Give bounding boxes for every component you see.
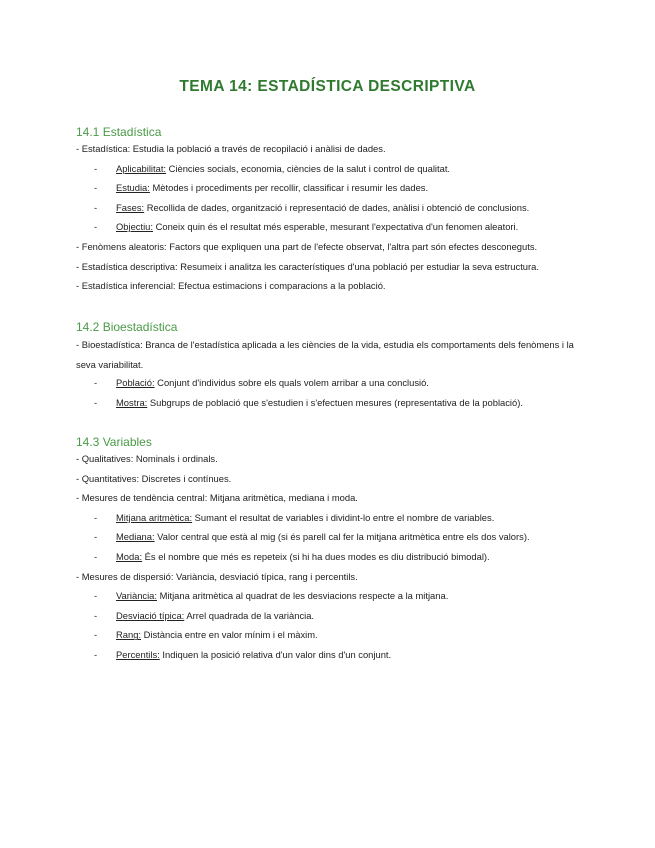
term-definition: Mitjana aritmètica al quadrat de les desviacions respecte a la mitjana. xyxy=(157,590,449,602)
bullet-marker: - xyxy=(94,201,98,213)
list-item: - Fenòmens aleatoris: Factors que expliquen una part de l'efecte observat, l'altra part són efectes desconeguts. xyxy=(76,240,538,252)
bullet-marker: - xyxy=(94,609,98,621)
term-definition: Subgrups de població que s'estudien i s'efectuen mesures (representativa de la població). xyxy=(147,396,523,408)
term-label: Objectiu: xyxy=(116,221,153,233)
bullet-marker: - xyxy=(94,162,98,174)
list-item: - Mesures de dispersió: Variància, desviació típica, rang i percentils. xyxy=(76,570,358,582)
term-label: Mostra: xyxy=(116,396,148,408)
sub-list-item xyxy=(76,591,596,601)
list-item: - Estadística inferencial: Efectua estimacions i comparacions a la població. xyxy=(76,280,386,292)
list-item: - Qualitatives: Nominals i ordinals. xyxy=(76,453,218,464)
list-item: - Estadística: Estudia la població a través de recopilació i anàlisi de dades. xyxy=(76,143,386,154)
sub-list-item xyxy=(76,398,596,408)
bullet-marker: - xyxy=(94,396,98,408)
sub-list-item xyxy=(76,552,596,562)
sub-list-item xyxy=(76,630,596,640)
term-label: Mitjana aritmètica: xyxy=(116,511,193,523)
term-label: Rang: xyxy=(116,629,142,641)
sub-list-item xyxy=(76,183,596,193)
term-label: Moda: xyxy=(116,550,143,562)
bullet-marker: - xyxy=(94,629,98,641)
sub-list-item xyxy=(76,513,596,523)
sub-list-item xyxy=(76,164,596,174)
bullet-marker: - xyxy=(94,531,98,543)
page-title: TEMA 14: ESTADÍSTICA DESCRIPTIVA xyxy=(179,78,476,95)
list-item: - Estadística descriptiva: Resumeix i analitza les característiques d'una població per estudiar la seva estructura. xyxy=(76,260,539,272)
section-heading: 14.2 Bioestadística xyxy=(76,320,178,334)
term-definition: Ciències socials, economia, ciències de la salut i control de qualitat. xyxy=(166,162,451,174)
term-definition: Mètodes i procediments per recollir, classificar i resumir les dades. xyxy=(149,182,429,194)
term-definition: Recollida de dades, organització i representació de dades, anàlisi i obtenció de conclusions. xyxy=(144,201,530,213)
term-label: Desviació típica: xyxy=(116,609,185,621)
list-item: - Mesures de tendència central: Mitjana aritmètica, mediana i moda. xyxy=(76,492,358,504)
term-label: Fases: xyxy=(116,201,145,213)
section-variables xyxy=(76,435,596,670)
sub-list-item xyxy=(76,203,596,213)
term-definition: És el nombre que més es repeteix (si hi ha dues modes es diu distribució bimodal). xyxy=(142,550,490,562)
bullet-marker: - xyxy=(94,550,98,562)
sub-list-item xyxy=(76,650,596,660)
bullet-marker: - xyxy=(94,590,98,602)
term-definition: Sumant el resultat de variables i dividint-lo entre el nombre de variables. xyxy=(192,511,495,523)
sub-list-item xyxy=(76,532,596,542)
bullet-marker: - xyxy=(94,221,98,233)
sub-list-item xyxy=(76,378,596,388)
sub-list-item xyxy=(76,222,596,232)
term-definition: Valor central que està al mig (si és parell cal fer la mitjana aritmètica entre els dos valors). xyxy=(154,531,530,543)
bullet-marker: - xyxy=(94,648,98,660)
section-heading: 14.1 Estadística xyxy=(76,125,162,139)
term-definition: Coneix quin és el resultat més esperable, mesurant l'expectativa d'un fenomen aleatori. xyxy=(153,221,519,233)
term-label: Estudia: xyxy=(116,182,150,194)
term-definition: Distància entre en valor mínim i el màxim. xyxy=(141,629,318,641)
term-label: Variància: xyxy=(116,590,157,602)
bullet-marker: - xyxy=(94,377,98,388)
section-bioestadistica xyxy=(76,320,596,417)
section-estadistica xyxy=(76,125,596,301)
list-item: - Bioestadística: Branca de l'estadística aplicada a les ciències de la vida, estudia els comportaments dels fenòmens i la seva variabilitat. xyxy=(76,339,574,370)
section-heading: 14.3 Variables xyxy=(76,435,152,449)
list-item: - Quantitatives: Discretes i contínues. xyxy=(76,472,232,484)
term-definition: Conjunt d'individus sobre els quals volem arribar a una conclusió. xyxy=(154,377,429,388)
term-label: Aplicabilitat: xyxy=(116,162,167,174)
sub-list-item xyxy=(76,611,596,621)
term-definition: Indiquen la posició relativa d'un valor dins d'un conjunt. xyxy=(159,648,392,660)
term-definition: Arrel quadrada de la variància. xyxy=(184,609,315,621)
bullet-marker: - xyxy=(94,182,98,194)
term-label: Mediana: xyxy=(116,531,155,543)
bullet-marker: - xyxy=(94,511,98,523)
term-label: Percentils: xyxy=(116,648,160,660)
term-label: Població: xyxy=(116,377,155,388)
